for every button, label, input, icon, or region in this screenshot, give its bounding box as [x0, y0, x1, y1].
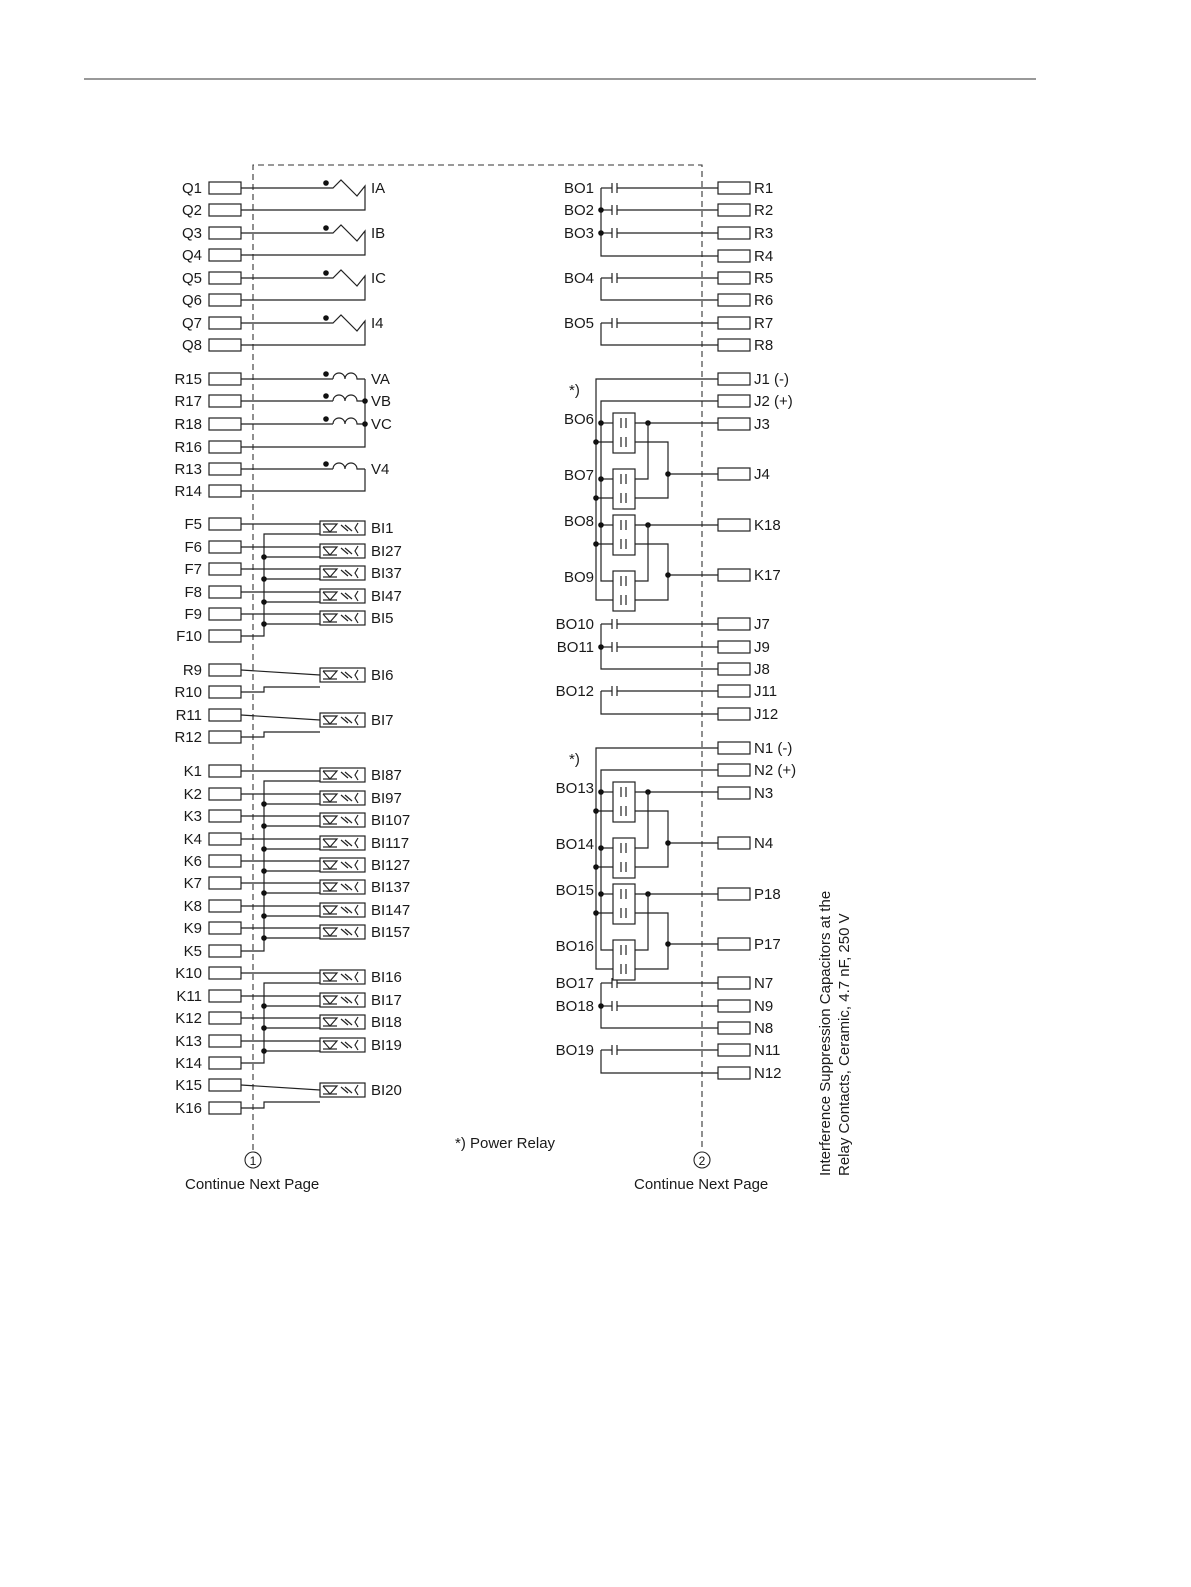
junction-dot [261, 576, 267, 582]
suppression-capacitor-note [817, 891, 853, 1176]
terminal-k9 [209, 922, 241, 934]
terminal-k18 [718, 519, 750, 531]
terminal-label-k4: K4 [183, 831, 202, 848]
terminal-label-r8: R8 [754, 337, 774, 354]
terminal-label-q3: Q3 [181, 225, 202, 242]
junction-dot [598, 1003, 604, 1009]
terminal-label-q2: Q2 [181, 202, 202, 219]
bo-label-bo8: BO8 [563, 513, 594, 530]
terminal-j7 [718, 618, 750, 630]
terminal-f5 [209, 518, 241, 530]
junction-dot [261, 868, 267, 874]
opto-input-bi87 [320, 768, 365, 782]
terminal-label-k7: K7 [183, 875, 202, 892]
junction-dot [598, 789, 604, 795]
terminal-n7 [718, 977, 750, 989]
bo-label-bo10: BO10 [555, 616, 594, 633]
terminal-r4 [718, 250, 750, 262]
voltage-transformer-inputs [174, 371, 392, 500]
terminal-r7 [718, 317, 750, 329]
bi-label-bi16: BI16 [371, 969, 402, 986]
terminal-label-j1: J1 (-) [754, 371, 789, 388]
wire [601, 1050, 718, 1073]
junction-dot [261, 1048, 267, 1054]
terminal-j8 [718, 663, 750, 675]
terminal-label-r1: R1 [754, 180, 774, 197]
terminal-j2 [718, 395, 750, 407]
junction-dot [261, 935, 267, 941]
continue-next-page-1: Continue Next Page [185, 1176, 320, 1193]
power-relay-group-1 [564, 371, 793, 611]
wire [241, 315, 365, 345]
terminal-label-n11: N11 [754, 1042, 781, 1059]
opto-input-bi5 [320, 611, 365, 625]
junction-dot [593, 864, 599, 870]
terminal-k13 [209, 1035, 241, 1047]
power-contact-box [613, 940, 635, 980]
terminal-label-f6: F6 [184, 539, 202, 556]
vt-coil [333, 373, 365, 379]
power-relay-group-2 [556, 740, 796, 980]
opto-input-bi27 [320, 544, 365, 558]
junction-dot [665, 572, 671, 578]
junction-dot [261, 554, 267, 560]
terminal-label-j8: J8 [754, 661, 770, 678]
power-relay-marker: *) [569, 382, 580, 399]
terminal-k2 [209, 788, 241, 800]
terminal-q5 [209, 272, 241, 284]
terminal-r17 [209, 395, 241, 407]
terminal-label-r6: R6 [754, 292, 774, 309]
bo-label-bo11: BO11 [556, 639, 594, 656]
terminal-q6 [209, 294, 241, 306]
terminal-r10 [209, 686, 241, 698]
current-transformer-inputs [182, 180, 386, 354]
terminal-label-r2: R2 [754, 202, 774, 219]
terminal-k14 [209, 1057, 241, 1069]
terminal-q3 [209, 227, 241, 239]
terminal-label-k8: K8 [183, 898, 202, 915]
junction-dot [593, 808, 599, 814]
terminal-q4 [209, 249, 241, 261]
bi-label-bi137: BI137 [371, 879, 411, 896]
junction-dot [261, 599, 267, 605]
bi-label-bi1: BI1 [371, 520, 394, 537]
terminal-label-n4: N4 [754, 835, 774, 852]
opto-input-bi97 [320, 791, 365, 805]
terminal-r11 [209, 709, 241, 721]
bi-label-bi87: BI87 [371, 767, 402, 784]
terminal-n2 [718, 764, 750, 776]
terminal-j9 [718, 641, 750, 653]
wire [635, 423, 648, 479]
terminal-label-f9: F9 [184, 606, 202, 623]
wire [601, 691, 718, 714]
bo-label-bo5: BO5 [563, 315, 594, 332]
continuation-marker-1-label: 1 [249, 1154, 257, 1168]
terminal-label-j12: J12 [754, 706, 779, 723]
terminal-label-k5: K5 [183, 943, 202, 960]
terminal-n1 [718, 742, 750, 754]
terminal-label-q1: Q1 [181, 180, 202, 197]
bo-label-bo1: BO1 [563, 180, 594, 197]
terminal-k16 [209, 1102, 241, 1114]
terminal-p18 [718, 888, 750, 900]
terminal-label-f7: F7 [184, 561, 202, 578]
junction-dot [261, 846, 267, 852]
junction-dot [261, 621, 267, 627]
opto-input-bi137 [320, 880, 365, 894]
terminal-r13 [209, 463, 241, 475]
bi-label-bi37: BI37 [371, 565, 402, 582]
wire [241, 469, 365, 491]
terminal-j4 [718, 468, 750, 480]
vt-label-v4: V4 [371, 461, 390, 478]
terminal-label-n3: N3 [754, 785, 774, 802]
terminal-label-k16: K16 [175, 1100, 202, 1117]
junction-dot [598, 476, 604, 482]
terminal-q2 [209, 204, 241, 216]
terminal-label-j11: J11 [754, 683, 778, 700]
terminal-label-r3: R3 [754, 225, 774, 242]
terminal-r16 [209, 441, 241, 453]
opto-input-bi19 [320, 1038, 365, 1052]
terminal-r18 [209, 418, 241, 430]
bi-label-bi17: BI17 [371, 992, 402, 1009]
power-relay-marker: *) [569, 751, 580, 768]
terminal-label-p18: P18 [754, 886, 781, 903]
bo-label-bo18: BO18 [555, 998, 594, 1015]
terminal-label-q7: Q7 [181, 315, 202, 332]
wire [601, 188, 718, 256]
junction-dot [665, 941, 671, 947]
terminal-label-q8: Q8 [181, 337, 202, 354]
junction-dot [593, 910, 599, 916]
terminal-q7 [209, 317, 241, 329]
terminal-r2 [718, 204, 750, 216]
terminal-r9 [209, 664, 241, 676]
terminal-r3 [718, 227, 750, 239]
bo-label-bo3: BO3 [563, 225, 594, 242]
terminal-f9 [209, 608, 241, 620]
terminal-label-r10: R10 [174, 684, 202, 701]
terminal-n8 [718, 1022, 750, 1034]
bi-label-bi7: BI7 [371, 712, 394, 729]
wire [635, 792, 648, 848]
terminal-label-q4: Q4 [181, 247, 202, 264]
bi-label-bi107: BI107 [371, 812, 411, 829]
junction-dot [593, 495, 599, 501]
terminal-label-r15: R15 [174, 371, 202, 388]
junction-dot [261, 823, 267, 829]
terminal-f8 [209, 586, 241, 598]
opto-input-bi18 [320, 1015, 365, 1029]
terminal-r1 [718, 182, 750, 194]
terminal-n4 [718, 837, 750, 849]
vt-coil [333, 418, 365, 424]
bi-label-bi147: BI147 [371, 902, 411, 919]
wire [241, 225, 365, 255]
junction-dot [323, 180, 329, 186]
wire [241, 379, 365, 447]
ct-label-ib: IB [371, 225, 386, 242]
terminal-label-k14: K14 [175, 1055, 202, 1072]
wire [635, 544, 668, 600]
junction-dot [323, 270, 329, 276]
junction-dot [665, 840, 671, 846]
wire [635, 811, 668, 867]
junction-dot [598, 644, 604, 650]
terminal-f10 [209, 630, 241, 642]
power-contact-box [613, 782, 635, 822]
opto-input-bi47 [320, 589, 365, 603]
wire [241, 270, 365, 300]
terminal-label-k11: K11 [176, 988, 202, 1005]
opto-input-bi107 [320, 813, 365, 827]
bo-label-bo12: BO12 [555, 683, 594, 700]
bo-label-bo19: BO19 [555, 1042, 594, 1059]
junction-dot [323, 393, 329, 399]
terminal-label-j3: J3 [754, 416, 770, 433]
terminal-label-j4: J4 [754, 466, 770, 483]
terminal-k4 [209, 833, 241, 845]
bi-label-bi5: BI5 [371, 610, 394, 627]
junction-dot [261, 1003, 267, 1009]
power-relay-note: *) Power Relay [455, 1135, 556, 1152]
terminal-label-q5: Q5 [181, 270, 202, 287]
bi-label-bi127: BI127 [371, 857, 411, 874]
side-note-line-1: Interference Suppression Capacitors at the [817, 890, 834, 1176]
continue-next-page-2: Continue Next Page [634, 1176, 769, 1193]
vt-coil [333, 395, 365, 401]
binary-inputs [174, 516, 410, 1117]
terminal-label-k9: K9 [183, 920, 202, 937]
bi-label-bi97: BI97 [371, 790, 402, 807]
terminal-label-n2: N2 (+) [754, 762, 797, 779]
bo-label-bo14: BO14 [555, 836, 594, 853]
terminal-k1 [209, 765, 241, 777]
terminal-label-n7: N7 [754, 975, 774, 992]
terminal-label-r4: R4 [754, 248, 774, 265]
terminal-k8 [209, 900, 241, 912]
bo-label-bo17: BO17 [555, 975, 594, 992]
opto-input-bi37 [320, 566, 365, 580]
terminal-k12 [209, 1012, 241, 1024]
terminal-label-k3: K3 [183, 808, 202, 825]
ct-label-i4: I4 [371, 315, 384, 332]
bo-label-bo9: BO9 [563, 569, 594, 586]
opto-input-bi147 [320, 903, 365, 917]
bo-label-bo7: BO7 [563, 467, 594, 484]
terminal-p17 [718, 938, 750, 950]
junction-dot [598, 845, 604, 851]
wire [601, 323, 718, 345]
junction-dot [323, 371, 329, 377]
junction-dot [261, 913, 267, 919]
junction-dot [362, 421, 368, 427]
wire [241, 180, 365, 210]
junction-dot [323, 225, 329, 231]
continuation-marker-2-label: 2 [698, 1154, 706, 1168]
ct-label-ia: IA [371, 180, 386, 197]
junction-dot [323, 416, 329, 422]
bo-label-bo4: BO4 [563, 270, 594, 287]
opto-input-bi1 [320, 521, 365, 535]
bi-label-bi19: BI19 [371, 1037, 402, 1054]
junction-dot [593, 439, 599, 445]
terminal-label-r12: R12 [174, 729, 202, 746]
terminal-label-k6: K6 [183, 853, 202, 870]
terminal-r5 [718, 272, 750, 284]
junction-dot [362, 398, 368, 404]
terminal-label-r5: R5 [754, 270, 774, 287]
terminal-label-p17: P17 [754, 936, 781, 953]
terminal-j11 [718, 685, 750, 697]
terminal-label-r14: R14 [174, 483, 202, 500]
terminal-n9 [718, 1000, 750, 1012]
bi-label-bi20: BI20 [371, 1082, 402, 1099]
terminal-label-j9: J9 [754, 639, 770, 656]
terminal-n11 [718, 1044, 750, 1056]
terminal-k17 [718, 569, 750, 581]
terminal-label-k12: K12 [175, 1010, 202, 1027]
power-contact-box [613, 571, 635, 611]
opto-input-bi7 [320, 713, 365, 727]
junction-dot [598, 891, 604, 897]
terminal-label-k17: K17 [754, 567, 781, 584]
junction-dot [665, 471, 671, 477]
terminal-label-r9: R9 [182, 662, 202, 679]
terminal-label-j7: J7 [754, 616, 770, 633]
bo-label-bo2: BO2 [563, 202, 594, 219]
terminal-label-r7: R7 [754, 315, 774, 332]
terminal-n3 [718, 787, 750, 799]
opto-input-bi17 [320, 993, 365, 1007]
junction-dot [593, 541, 599, 547]
terminal-label-q6: Q6 [181, 292, 202, 309]
wire [635, 525, 648, 581]
vt-label-vb: VB [371, 393, 392, 410]
junction-dot [323, 461, 329, 467]
terminal-j3 [718, 418, 750, 430]
power-contact-box [613, 884, 635, 924]
terminal-label-f8: F8 [184, 584, 202, 601]
junction-dot [261, 1025, 267, 1031]
terminal-label-n12: N12 [754, 1065, 782, 1082]
bo-label-bo15: BO15 [555, 882, 594, 899]
terminal-label-r11: R11 [175, 707, 202, 724]
terminal-label-k2: K2 [183, 786, 202, 803]
vt-label-vc: VC [371, 416, 392, 433]
junction-dot [598, 420, 604, 426]
terminal-f6 [209, 541, 241, 553]
junction-dot [261, 890, 267, 896]
terminal-label-n1: N1 (-) [754, 740, 793, 757]
terminal-label-k13: K13 [175, 1033, 202, 1050]
junction-dot [323, 315, 329, 321]
terminal-q1 [209, 182, 241, 194]
terminal-r6 [718, 294, 750, 306]
opto-input-bi117 [320, 836, 365, 850]
terminal-k5 [209, 945, 241, 957]
diagram-footer [185, 1135, 768, 1193]
terminal-label-k15: K15 [175, 1077, 202, 1094]
terminal-k10 [209, 967, 241, 979]
terminal-label-k10: K10 [175, 965, 202, 982]
terminal-r8 [718, 339, 750, 351]
wire [635, 894, 648, 950]
terminal-label-j2: J2 (+) [754, 393, 793, 410]
junction-dot [598, 207, 604, 213]
terminal-label-k1: K1 [183, 763, 202, 780]
terminal-label-r17: R17 [174, 393, 202, 410]
junction-dot [598, 522, 604, 528]
terminal-r14 [209, 485, 241, 497]
terminal-r12 [209, 731, 241, 743]
bi-label-bi117: BI117 [371, 835, 410, 852]
power-contact-box [613, 515, 635, 555]
terminal-j12 [718, 708, 750, 720]
bo-label-bo6: BO6 [563, 411, 594, 428]
wire [601, 278, 718, 300]
terminal-q8 [209, 339, 241, 351]
terminal-k6 [209, 855, 241, 867]
bi-label-bi18: BI18 [371, 1014, 402, 1031]
terminal-r15 [209, 373, 241, 385]
bi-label-bi6: BI6 [371, 667, 394, 684]
terminal-n12 [718, 1067, 750, 1079]
power-contact-box [613, 413, 635, 453]
vt-label-va: VA [371, 371, 390, 388]
terminal-f7 [209, 563, 241, 575]
terminal-k7 [209, 877, 241, 889]
vt-coil [333, 463, 365, 469]
bi-label-bi27: BI27 [371, 543, 402, 560]
wire [635, 913, 668, 969]
opto-input-bi16 [320, 970, 365, 984]
terminal-label-n8: N8 [754, 1020, 774, 1037]
terminal-label-f10: F10 [176, 628, 202, 645]
terminal-k11 [209, 990, 241, 1002]
opto-input-bi157 [320, 925, 365, 939]
bo-label-bo16: BO16 [555, 938, 594, 955]
side-note-line-2: Relay Contacts, Ceramic, 4.7 nF, 250 V [836, 913, 853, 1176]
terminal-k3 [209, 810, 241, 822]
power-contact-box [613, 469, 635, 509]
bi-label-bi47: BI47 [371, 588, 402, 605]
terminal-label-r18: R18 [174, 416, 202, 433]
terminal-label-r16: R16 [174, 439, 202, 456]
terminal-label-n9: N9 [754, 998, 774, 1015]
ct-label-ic: IC [371, 270, 386, 287]
terminal-j1 [718, 373, 750, 385]
terminal-k15 [209, 1079, 241, 1091]
junction-dot [598, 230, 604, 236]
opto-input-bi127 [320, 858, 365, 872]
terminal-label-r13: R13 [174, 461, 202, 478]
power-contact-box [613, 838, 635, 878]
opto-input-bi20 [320, 1083, 365, 1097]
bi-label-bi157: BI157 [371, 924, 411, 941]
bo-label-bo13: BO13 [555, 780, 594, 797]
terminal-label-k18: K18 [754, 517, 781, 534]
wire [635, 442, 668, 498]
opto-input-bi6 [320, 668, 365, 682]
terminal-label-f5: F5 [184, 516, 202, 533]
junction-dot [261, 801, 267, 807]
